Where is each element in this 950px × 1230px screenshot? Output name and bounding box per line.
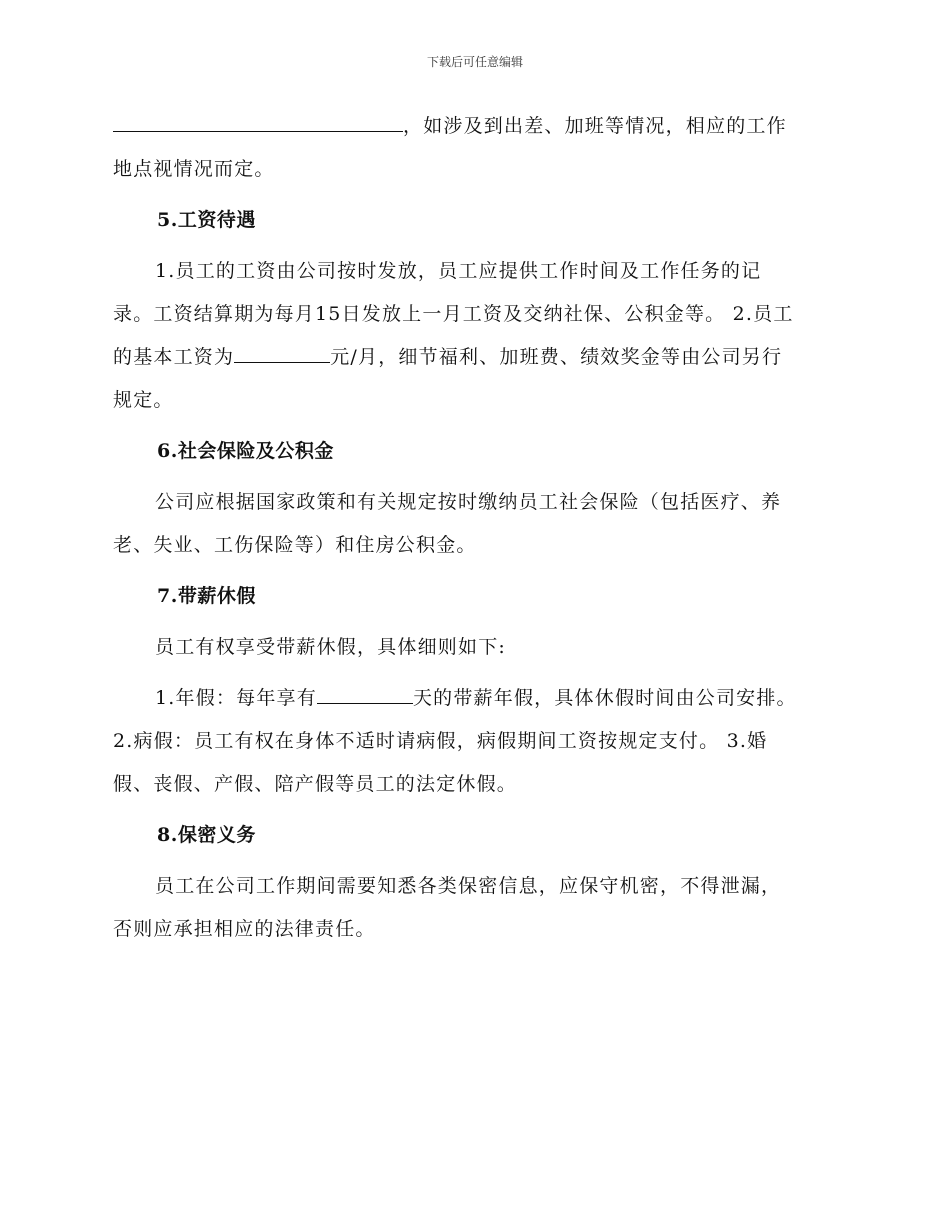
insurance-line-2: 老、失业、工伤保险等）和住房公积金。	[113, 534, 477, 556]
section-title-confidentiality: 8.保密义务	[157, 824, 256, 846]
leave-line-2	[113, 677, 838, 720]
leave-line-4: 假、丧假、产假、陪产假等员工的法定休假。	[113, 773, 518, 795]
salary-line-2: 录。工资结算期为每月15日发放上一月工资及交纳社保、公积金等。 2.员工	[113, 303, 794, 325]
fill-blank-work-location	[113, 113, 403, 132]
salary-line-4: 规定。	[113, 389, 174, 411]
insurance-line-1: 公司应根据国家政策和有关规定按时缴纳员工社会保险（包括医疗、养	[155, 491, 782, 513]
fill-blank-base-salary	[234, 344, 330, 363]
salary-line-3	[113, 336, 838, 379]
intro-line-2: 地点视情况而定。	[113, 158, 275, 180]
section-title-insurance: 6.社会保险及公积金	[157, 440, 334, 462]
leave-line-1: 员工有权享受带薪休假，具体细则如下:	[155, 636, 507, 658]
leave-line-3: 2.病假：员工有权在身体不适时请病假，病假期间工资按规定支付。 3.婚	[113, 730, 768, 752]
page-header: 下载后可任意编辑	[426, 55, 523, 69]
section-title-leave: 7.带薪休假	[157, 585, 256, 607]
intro-line-1	[113, 105, 838, 148]
fill-blank-annual-leave-days	[317, 685, 413, 704]
document-body	[113, 105, 838, 951]
leave-text-after-blank: 天的带薪年假，具体休假时间由公司安排。	[412, 687, 797, 709]
leave-text-before-blank: 1.年假：每年享有	[155, 687, 317, 709]
confidentiality-line-2: 否则应承担相应的法律责任。	[113, 918, 376, 940]
section-title-salary: 5.工资待遇	[157, 209, 256, 231]
intro-text: ，如涉及到出差、加班等情况，相应的工作	[403, 115, 787, 137]
salary-text-after-blank: 元/月，细节福利、加班费、绩效奖金等由公司另行	[330, 346, 783, 368]
salary-line-1: 1.员工的工资由公司按时发放，员工应提供工作时间及工作任务的记	[155, 260, 762, 282]
salary-text-before-blank: 的基本工资为	[113, 346, 235, 368]
confidentiality-line-1: 员工在公司工作期间需要知悉各类保密信息，应保守机密，不得泄漏，	[155, 875, 782, 897]
